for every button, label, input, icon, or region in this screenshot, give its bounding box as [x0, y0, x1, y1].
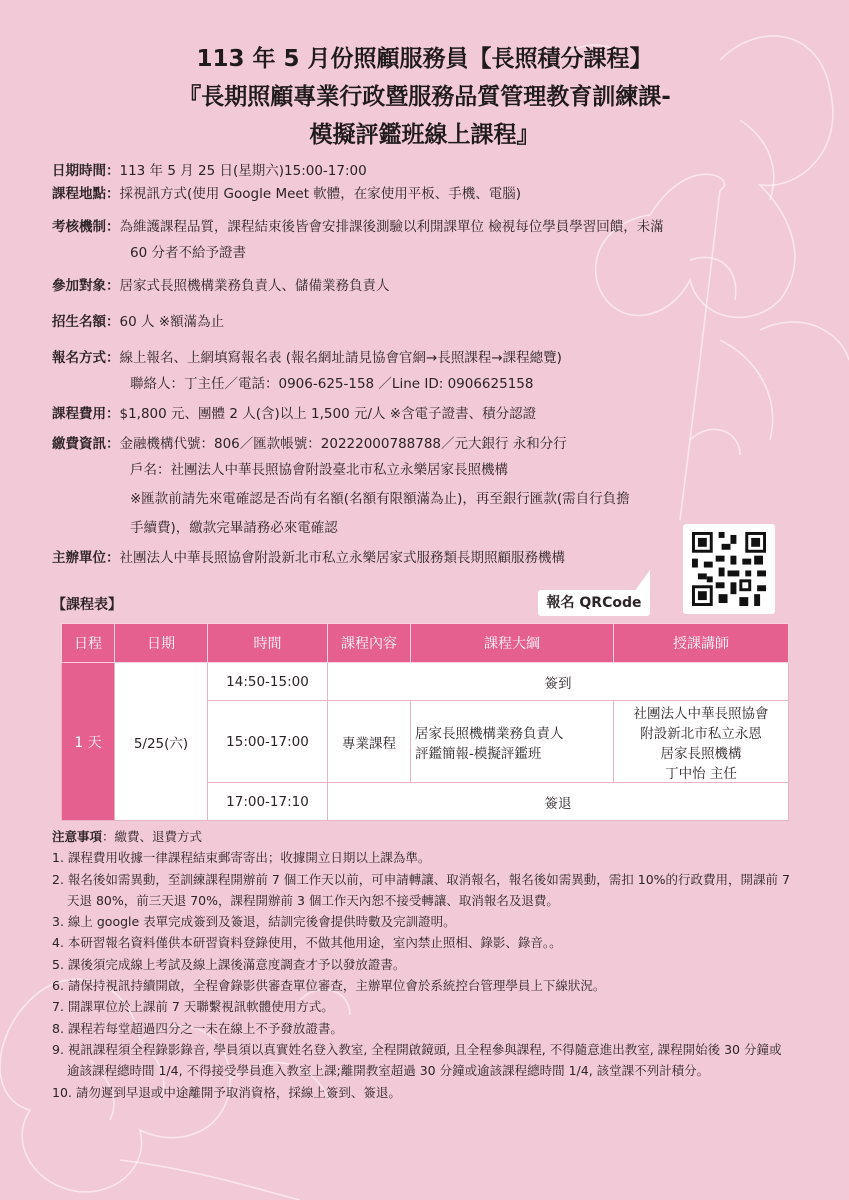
- contact-value: 聯絡人：丁主任／電話：0906-625-158 ／Line ID: 0906625158: [130, 376, 534, 392]
- fee-value: $1,800 元、團體 2 人(含)以上 1,500 元/人 ※含電子證書、積分認證: [119, 406, 537, 422]
- fee-label: 課程費用：: [52, 406, 120, 422]
- quota-value: 60 人 ※額滿為止: [119, 314, 225, 330]
- pay-label: 繳費資訊：: [52, 436, 120, 452]
- qr-label-pointer: [634, 570, 650, 592]
- date-value: 113 年 5 月 25 日(星期六)15:00-17:00: [119, 163, 367, 179]
- header-teacher: 授課講師: [614, 624, 789, 663]
- course-info: [52, 160, 792, 570]
- place-label: 課程地點：: [52, 186, 120, 202]
- list-item: 10. 請勿遲到早退或中途離開予取消資格，採線上簽到、簽退。: [52, 1084, 401, 1100]
- title-line-1: 113 年 5 月份照顧服務員【長照積分課程】: [196, 46, 653, 72]
- list-item: 6. 請保持視訊持續開啟，全程會錄影供審查單位審查，主辦單位會於系統控台管理學員上下線狀況。: [52, 978, 606, 994]
- pay-value: 金融機構代號：806／匯款帳號：20222000788788／元大銀行 永和分行: [119, 436, 567, 452]
- list-item: 7. 開課單位於上課前 7 天聯繫視訊軟體使用方式。: [52, 999, 334, 1015]
- signup-value: 線上報名、上網填寫報名表 (報名網址請見協會官網→長照課程→課程總覽): [119, 350, 562, 366]
- list-item: 5. 課後須完成線上考試及線上課後滿意度調查才予以發放證書。: [52, 956, 406, 972]
- teacher-line-4: 丁中怡 主任: [665, 765, 737, 782]
- pay-note: ※匯款前請先來電確認是否尚有名額(名額有限額滿為止)，再至銀行匯款(需自行負擔: [130, 491, 630, 507]
- host-label: 主辦單位：: [52, 550, 120, 566]
- signup-label: 報名方式：: [52, 350, 120, 366]
- quota-label: 招生名額：: [52, 314, 120, 330]
- header-time: 時間: [208, 624, 328, 663]
- place-row: [52, 183, 792, 206]
- assess-row: [52, 216, 792, 239]
- signup-row: [52, 347, 792, 370]
- place-value: 採視訊方式(使用 Google Meet 軟體，在家使用平板、手機、電腦): [119, 186, 522, 202]
- date-cell: 5/25(六): [115, 663, 208, 821]
- schedule-label: 【課程表】: [52, 597, 122, 613]
- teacher-cell: [614, 701, 789, 783]
- target-row: [52, 275, 792, 298]
- notes-heading-label: 注意事項: [52, 829, 103, 844]
- pay-note-cont: 手續費)，繳款完畢請務必來電確認: [130, 520, 338, 536]
- table-row: [62, 663, 789, 701]
- checkout-cell: 簽退: [328, 783, 789, 821]
- host-row: [52, 547, 792, 570]
- title-line-3: 模擬評鑑班線上課程』: [309, 122, 540, 148]
- host-value: 社團法人中華長照協會附設新北市私立永樂居家式服務類長期照顧服務機構: [119, 550, 565, 566]
- list-item: 4. 本研習報名資料僅供本研習資料登錄使用，不做其他用途，室內禁止照相、錄影、錄音。。: [52, 935, 562, 951]
- header-day: 日程: [62, 624, 115, 663]
- header-outline: 課程大綱: [411, 624, 614, 663]
- assess-label: 考核機制：: [52, 219, 120, 235]
- title-block: [0, 40, 849, 154]
- assess-value: 為維護課程品質，課程結束後皆會安排課後測驗以利開課單位 檢視每位學員學習回饋，未滿: [119, 219, 664, 235]
- teacher-line-2: 附設新北市私立永恩: [640, 725, 762, 742]
- date-row: [52, 160, 792, 183]
- pay-row: [52, 433, 792, 456]
- course-type-cell: 專業課程: [328, 701, 411, 783]
- time-cell: 14:50-15:00: [208, 663, 328, 701]
- quota-row: [52, 311, 792, 334]
- time-cell: 17:00-17:10: [208, 783, 328, 821]
- outline-cell: [411, 701, 614, 783]
- teacher-line-1: 社團法人中華長照協會: [633, 705, 769, 722]
- day-cell: 1 天: [62, 663, 115, 821]
- list-item: 1. 課程費用收據一律課程結束郵寄寄出；收據開立日期以上課為準。: [52, 850, 431, 866]
- notes-heading-value: ：繳費、退費方式: [102, 829, 203, 844]
- title-line-2: 『長期照顧專業行政暨服務品質管理教育訓練課-: [178, 84, 671, 110]
- table-header-row: [62, 624, 789, 663]
- signup-qr-code[interactable]: [683, 524, 775, 614]
- fee-row: [52, 403, 792, 426]
- notes-heading: [52, 826, 792, 847]
- list-item: 8. 課程若每堂超過四分之一未在線上不予發放證書。: [52, 1020, 343, 1036]
- outline-line-1: 居家長照機構業務負責人: [415, 725, 564, 742]
- header-content: 課程內容: [328, 624, 411, 663]
- assess-value-cont: 60 分者不給予證書: [130, 245, 246, 261]
- list-item: 2. 報名後如需異動，至訓練課程開辦前 7 個工作天以前，可申請轉讓、取消報名，報名後如需異動，需扣 10%的行政費用，開課前 7 天退 80%，前三天退 70%，課程開辦前 3 個工作天內恕不接受轉讓、取消報名及退費。: [52, 871, 790, 908]
- qr-label: 報名 QRCode: [538, 590, 650, 616]
- checkin-cell: 簽到: [328, 663, 789, 701]
- teacher-line-3: 居家長照機構: [660, 745, 742, 762]
- time-cell: 15:00-17:00: [208, 701, 328, 783]
- list-item: 9. 視訊課程須全程錄影錄音, 學員須以真實姓名登入教室, 全程開啟鏡頭, 且全程參與課程, 不得隨意進出教室, 課程開始後 30 分鐘或逾該課程總時間 1/4, 不得接受學員進入教室上課;離開教室超過 30 分鐘或逾該課程總時間 1/4, 該堂課不列計積分。: [52, 1041, 782, 1079]
- date-label: 日期時間：: [52, 163, 120, 179]
- notes-section: [52, 826, 792, 1103]
- target-value: 居家式長照機構業務負責人、儲備業務負責人: [119, 278, 390, 294]
- schedule-table: [61, 623, 789, 821]
- qr-code-icon: [691, 532, 767, 606]
- target-label: 參加對象：: [52, 278, 120, 294]
- outline-line-2: 評鑑簡報-模擬評鑑班: [415, 745, 542, 762]
- pay-account-name: 戶名：社團法人中華長照協會附設臺北市私立永樂居家長照機構: [130, 462, 508, 478]
- header-date: 日期: [115, 624, 208, 663]
- list-item: 3. 線上 google 表單完成簽到及簽退，結訓完後會提供時數及完訓證明。: [52, 914, 456, 930]
